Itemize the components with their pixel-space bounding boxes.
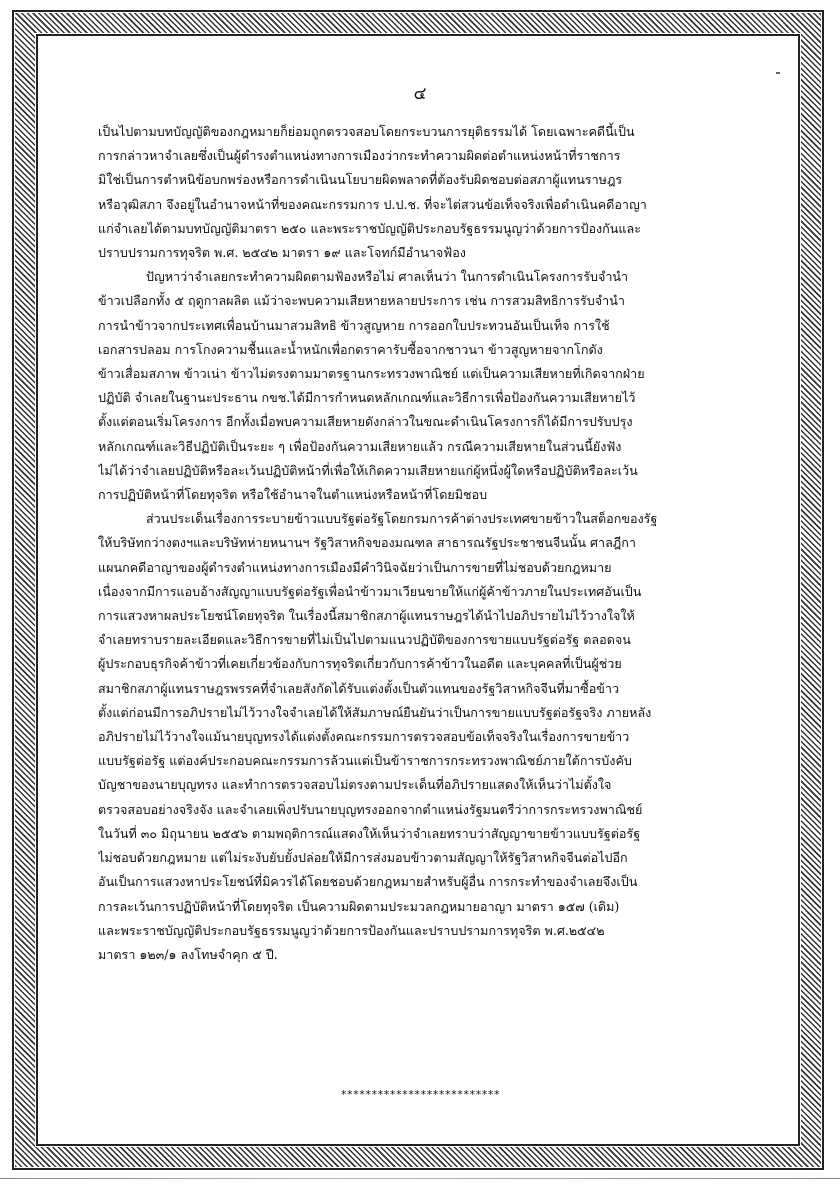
text-line: เนื่องจากมีการแอบอ้างสัญญาแบบรัฐต่อรัฐเพื่อนำข้าวมาเวียนขายให้แก่ผู้ค้าข้าวภายในประเทศอันเป็น (98, 583, 642, 599)
text-line: ส่วนประเด็นเรื่องการระบายข้าวแบบรัฐต่อรัฐโดยกรมการค้าต่างประเทศขายข้าวในสต็อกของรัฐ (146, 511, 658, 527)
text-line: ไม่ได้ว่าจำเลยปฏิบัติหรือละเว้นปฏิบัติหน้าที่เพื่อให้เกิดความเสียหายแก่ผู้หนึ่งผู้ใดหรือปฏิบัติหรือละเว้น (98, 462, 638, 478)
end-separator: ************************** (340, 1088, 500, 1101)
text-line: เป็นไปตามบทบัญญัติของกฎหมายก็ย่อมถูกตรวจสอบโดยกระบวนการยุติธรรมได้ โดยเฉพาะคดีนี้เป็น (98, 124, 635, 139)
text-line: ตั้งแต่ตอนเริ่มโครงการ อีกทั้งเมื่อพบความเสียหายดังกล่าวในขณะดำเนินโครงการก็ได้มีการปรับปรุง (98, 414, 633, 430)
text-line: ปราบปรามการทุจริต พ.ศ. ๒๕๔๒ มาตรา ๑๙ และโจทก์มีอำนาจฟ้อง (98, 245, 466, 261)
paragraph (98, 265, 758, 507)
text-line: ปฏิบัติ จำเลยในฐานะประธาน กขช.ได้มีการกำหนดหลักเกณฑ์และวิธีการเพื่อป้องกันความเสียหายไว้ (98, 390, 636, 406)
page-number: ๔ (413, 84, 427, 104)
paragraph (98, 507, 758, 967)
text-line: ข้าวเปลือกทั้ง ๕ ฤดูกาลผลิต แม้ว่าจะพบความเสียหายหลายประการ เช่น การสวมสิทธิการรับจำนำ (98, 293, 625, 309)
text-line: ให้บริษัทกว่างตงฯและบริษัทห่ายหนานฯ รัฐวิสาหกิจของมณฑล สาธารณรัฐประชาชนจีนนั้น ศาลฎีกา (98, 535, 636, 551)
text-line: แก่จำเลยได้ตามบทบัญญัติมาตรา ๒๕๐ และพระราชบัญญัติประกอบรัฐธรรมนูญว่าด้วยการป้องกันและ (98, 220, 641, 236)
text-line: การละเว้นการปฏิบัติหน้าที่โดยทุจริต เป็นความผิดตามประมวลกฎหมายอาญา มาตรา ๑๕๗ (เดิม) (98, 898, 620, 914)
text-line: มาตรา ๑๒๓/๑ ลงโทษจำคุก ๕ ปี. (98, 946, 278, 962)
text-line: มิใช่เป็นการตำหนิข้อบกพร่องหรือการดำเนินนโยบายผิดพลาดที่ต้องรับผิดชอบต่อสภาผู้แทนราษฎร (98, 172, 623, 188)
text-line: ปัญหาว่าจำเลยกระทำความผิดตามฟ้องหรือไม่ ศาลเห็นว่า ในการดำเนินโครงการรับจำนำ (146, 269, 629, 285)
text-line: และพระราชบัญญัติประกอบรัฐธรรมนูญว่าด้วยการป้องกันและปราบปรามการทุจริต พ.ศ.๒๕๔๒ (98, 922, 605, 938)
text-line: หลักเกณฑ์และวิธีปฏิบัติเป็นระยะ ๆ เพื่อป้องกันความเสียหายแล้ว กรณีความเสียหายในส่วนนี้ยังฟัง (98, 438, 622, 454)
text-line: ตรวจสอบอย่างจริงจัง และจำเลยเพิ่งปรับนายบุญทรงออกจากตำแหน่งรัฐมนตรีว่าการกระทรวงพาณิชย์ (98, 801, 643, 817)
scan-artifact (776, 72, 780, 74)
text-line: หรือวุฒิสภา จึงอยู่ในอำนาจหน้าที่ของคณะกรรมการ ป.ป.ช. ที่จะไต่สวนข้อเท็จจริงเพื่อดำเนินคดีอาญา (98, 196, 647, 212)
bottom-rule (0, 1178, 840, 1179)
text-line: ข้าวเสื่อมสภาพ ข้าวเน่า ข้าวไม่ตรงตามมาตรฐานกระทรวงพาณิชย์ แต่เป็นความเสียหายที่เกิดจากฝ่าย (98, 366, 645, 382)
text-line: การกล่าวหาจำเลยซึ่งเป็นผู้ดำรงตำแหน่งทางการเมืองว่ากระทำความผิดต่อตำแหน่งหน้าที่ราชการ (98, 148, 621, 164)
text-line: ไม่ชอบด้วยกฎหมาย แต่ไม่ระงับยับยั้งปล่อยให้มีการส่งมอบข้าวตามสัญญาให้รัฐวิสาหกิจจีนต่อไปอีก (98, 850, 628, 866)
text-line: จำเลยทราบรายละเอียดและวิธีการขายที่ไม่เป็นไปตามแนวปฏิบัติของการขายแบบรัฐต่อรัฐ ตลอดจน (98, 632, 631, 648)
document-body (98, 120, 758, 967)
paragraph (98, 120, 758, 265)
text-line: แบบรัฐต่อรัฐ แต่องค์ประกอบคณะกรรมการล้วนแต่เป็นข้าราชการกระทรวงพาณิชย์ภายใต้การบังคับ (98, 753, 632, 769)
text-line: ในวันที่ ๓๐ มิถุนายน ๒๕๕๖ ตามพฤติการณ์แสดงให้เห็นว่าจำเลยทราบว่าสัญญาขายข้าวแบบรัฐต่อรัฐ (98, 825, 641, 841)
text-line: อันเป็นการแสวงหาประโยชน์ที่มิควรได้โดยชอบด้วยกฎหมายสำหรับผู้อื่น การกระทำของจำเลยจึงเป็น (98, 874, 638, 890)
text-line: เอกสารปลอม การโกงความชื้นและน้ำหนักเพื่อกดราคารับซื้อจากชาวนา ข้าวสูญหายจากโกดัง (98, 341, 603, 357)
text-line: การปฏิบัติหน้าที่โดยทุจริต หรือใช้อำนาจในตำแหน่งหรือหน้าที่โดยมิชอบ (98, 487, 488, 503)
text-line: สมาชิกสภาผู้แทนราษฎรพรรคที่จำเลยสังกัดได้รับแต่งตั้งเป็นตัวแทนของรัฐวิสาหกิจจีนที่มาซื้อข้าว (98, 680, 620, 696)
text-line: ตั้งแต่ก่อนมีการอภิปรายไม่ไว้วางใจจำเลยได้ให้สัมภาษณ์ยืนยันว่าเป็นการขายแบบรัฐต่อรัฐจริง ภายหลัง (98, 704, 652, 720)
text-line: ผู้ประกอบธุรกิจค้าข้าวที่เคยเกี่ยวข้องกับการทุจริตเกี่ยวกับการค้าข้าวในอดีต และบุคคลที่เป็นผู้ช่วย (98, 656, 622, 672)
text-line: การนำข้าวจากประเทศเพื่อนบ้านมาสวมสิทธิ ข้าวสูญหาย การออกใบประทวนอันเป็นเท็จ การใช้ (98, 317, 610, 333)
text-line: การแสวงหาผลประโยชน์โดยทุจริต ในเรื่องนี้สมาชิกสภาผู้แทนราษฎรได้นำไปอภิปรายไม่ไว้วางใจให้ (98, 608, 635, 624)
text-line: อภิปรายไม่ไว้วางใจแม้นายบุญทรงได้แต่งตั้งคณะกรรมการตรวจสอบข้อเท็จจริงในเรื่องการขายข้าว (98, 729, 630, 745)
text-line: แผนกคดีอาญาของผู้ดำรงตำแหน่งทางการเมืองมีคำวินิจฉัยว่าเป็นการขายที่ไม่ชอบด้วยกฎหมาย (98, 559, 612, 575)
text-line: บัญชาของนายบุญทรง และทำการตรวจสอบไม่ตรงตามประเด็นที่อภิปรายแสดงให้เห็นว่าไม่ตั้งใจ (98, 777, 612, 793)
